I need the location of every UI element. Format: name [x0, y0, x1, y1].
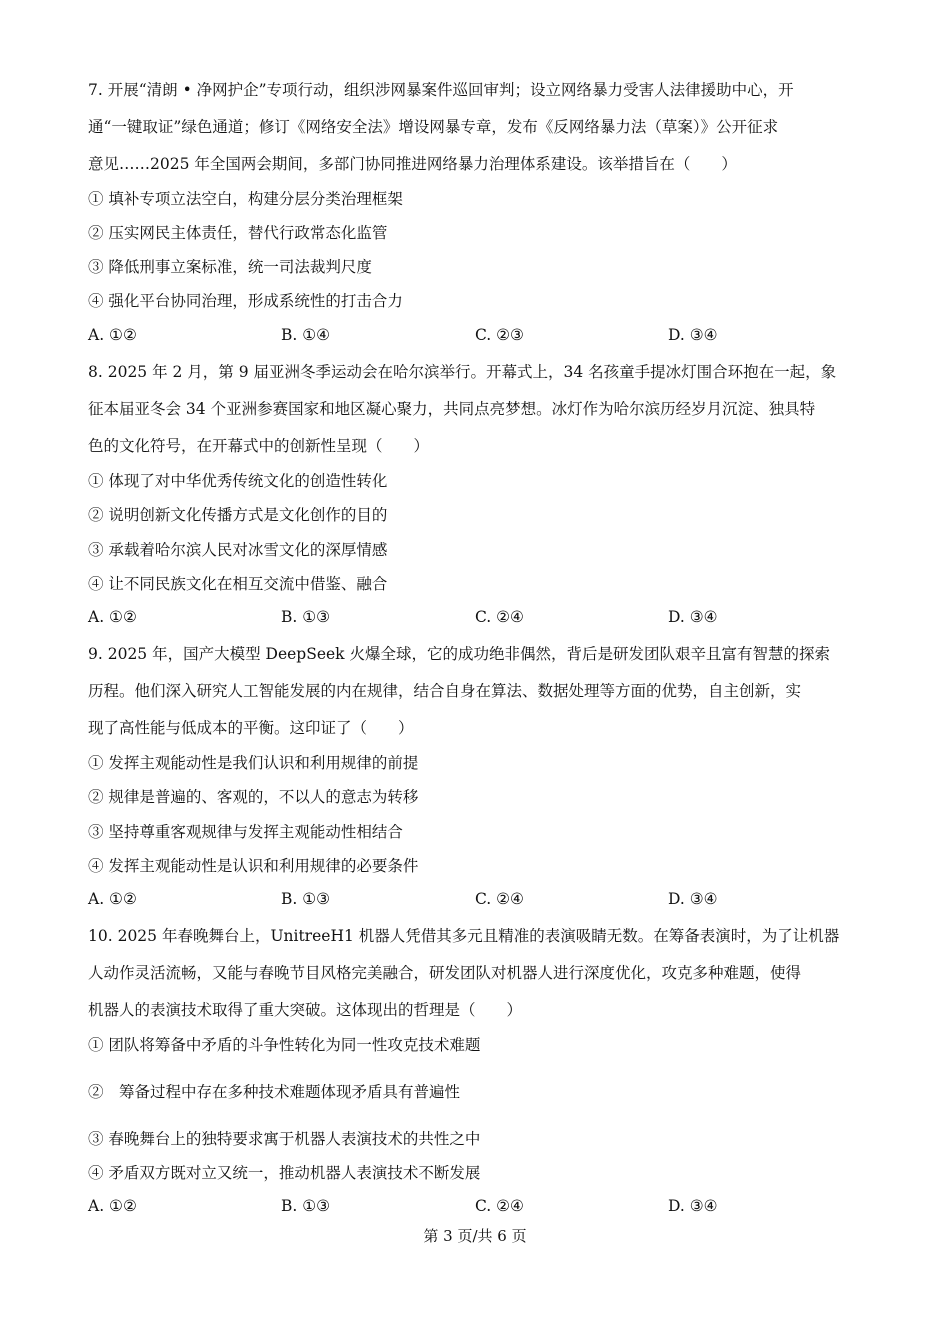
- q7-item-3: ③ 降低刑事立案标准，统一司法裁判尺度: [88, 258, 372, 276]
- q7-item-4: ④ 强化平台协同治理，形成系统性的打击合力: [88, 292, 403, 310]
- q9-option-b[interactable]: B. ①③: [281, 890, 331, 908]
- q8-options: [88, 608, 864, 628]
- q7-option-a[interactable]: A. ①②: [88, 326, 137, 344]
- q10-option-d[interactable]: D. ③④: [668, 1197, 718, 1215]
- q7-item-1: ① 填补专项立法空白，构建分层分类治理框架: [88, 190, 403, 208]
- q7-stem-line-3: 意见……2025 年全国两会期间，多部门协同推进网络暴力治理体系建设。该举措旨在（ ）: [88, 155, 737, 173]
- q10-item-2: ② 筹备过程中存在多种技术难题体现矛盾具有普遍性: [88, 1083, 461, 1101]
- q9-stem-line-2: 历程。他们深入研究人工智能发展的内在规律，结合自身在算法、数据处理等方面的优势，自主创新，实: [88, 682, 802, 700]
- q8-item-1: ① 体现了对中华优秀传统文化的创造性转化: [88, 472, 388, 490]
- q9-option-a[interactable]: A. ①②: [88, 890, 137, 908]
- q10-options: [88, 1197, 864, 1217]
- q8-option-c[interactable]: C. ②④: [475, 608, 524, 626]
- q8-stem-line-2: 征本届亚冬会 34 个亚洲参赛国家和地区凝心聚力，共同点亮梦想。冰灯作为哈尔滨历经岁月沉淀、独具特: [88, 400, 816, 418]
- q9-option-d[interactable]: D. ③④: [668, 890, 718, 908]
- q9-stem-line-1: 9. 2025 年，国产大模型 DeepSeek 火爆全球，它的成功绝非偶然，背后是研发团队艰辛且富有智慧的探索: [88, 645, 830, 663]
- q7-option-d[interactable]: D. ③④: [668, 326, 718, 344]
- q10-item-1: ① 团队将筹备中矛盾的斗争性转化为同一性攻克技术难题: [88, 1036, 481, 1054]
- q7-item-2: ② 压实网民主体责任，替代行政常态化监管: [88, 224, 388, 242]
- q9-item-2: ② 规律是普遍的、客观的，不以人的意志为转移: [88, 788, 419, 806]
- q9-item-1: ① 发挥主观能动性是我们认识和利用规律的前提: [88, 754, 419, 772]
- q10-stem-line-2: 人动作灵活流畅，又能与春晚节目风格完美融合，研发团队对机器人进行深度优化，攻克多种难题，使得: [88, 964, 802, 982]
- q7-option-b[interactable]: B. ①④: [281, 326, 331, 344]
- q9-item-4: ④ 发挥主观能动性是认识和利用规律的必要条件: [88, 857, 419, 875]
- q7-option-c[interactable]: C. ②③: [475, 326, 524, 344]
- q9-option-c[interactable]: C. ②④: [475, 890, 524, 908]
- q10-stem-line-1: 10. 2025 年春晚舞台上，UnitreeH1 机器人凭借其多元且精准的表演吸睛无数。在筹备表演时，为了让机器: [88, 927, 840, 945]
- q10-option-a[interactable]: A. ①②: [88, 1197, 137, 1215]
- q7-stem-line-2: 通“一键取证”绿色通道；修订《网络安全法》增设网暴专章，发布《反网络暴力法（草案）》公开征求: [88, 118, 779, 136]
- q10-item-3: ③ 春晚舞台上的独特要求寓于机器人表演技术的共性之中: [88, 1130, 481, 1148]
- q7-stem-line-1: 7. 开展“清朗 • 净网护企”专项行动，组织涉网暴案件巡回审判；设立网络暴力受害人法律援助中心，开: [88, 81, 794, 99]
- q8-item-3: ③ 承载着哈尔滨人民对冰雪文化的深厚情感: [88, 541, 388, 559]
- q9-stem-line-3: 现了高性能与低成本的平衡。这印证了（ ）: [88, 719, 414, 737]
- q9-item-3: ③ 坚持尊重客观规律与发挥主观能动性相结合: [88, 823, 403, 841]
- q8-option-b[interactable]: B. ①③: [281, 608, 331, 626]
- q8-item-4: ④ 让不同民族文化在相互交流中借鉴、融合: [88, 575, 388, 593]
- q10-option-b[interactable]: B. ①③: [281, 1197, 331, 1215]
- q9-options: [88, 890, 864, 910]
- q10-stem-line-3: 机器人的表演技术取得了重大突破。这体现出的哲理是（ ）: [88, 1001, 523, 1019]
- q10-option-c[interactable]: C. ②④: [475, 1197, 524, 1215]
- q8-option-a[interactable]: A. ①②: [88, 608, 137, 626]
- q7-options: [88, 326, 864, 346]
- page-number-footer: 第 3 页/共 6 页: [423, 1227, 527, 1245]
- q8-item-2: ② 说明创新文化传播方式是文化创作的目的: [88, 506, 388, 524]
- q8-stem-line-1: 8. 2025 年 2 月，第 9 届亚洲冬季运动会在哈尔滨举行。开幕式上，34 名孩童手提冰灯围合环抱在一起，象: [88, 363, 837, 381]
- q8-option-d[interactable]: D. ③④: [668, 608, 718, 626]
- q8-stem-line-3: 色的文化符号，在开幕式中的创新性呈现（ ）: [88, 437, 430, 455]
- q10-item-4: ④ 矛盾双方既对立又统一，推动机器人表演技术不断发展: [88, 1164, 481, 1182]
